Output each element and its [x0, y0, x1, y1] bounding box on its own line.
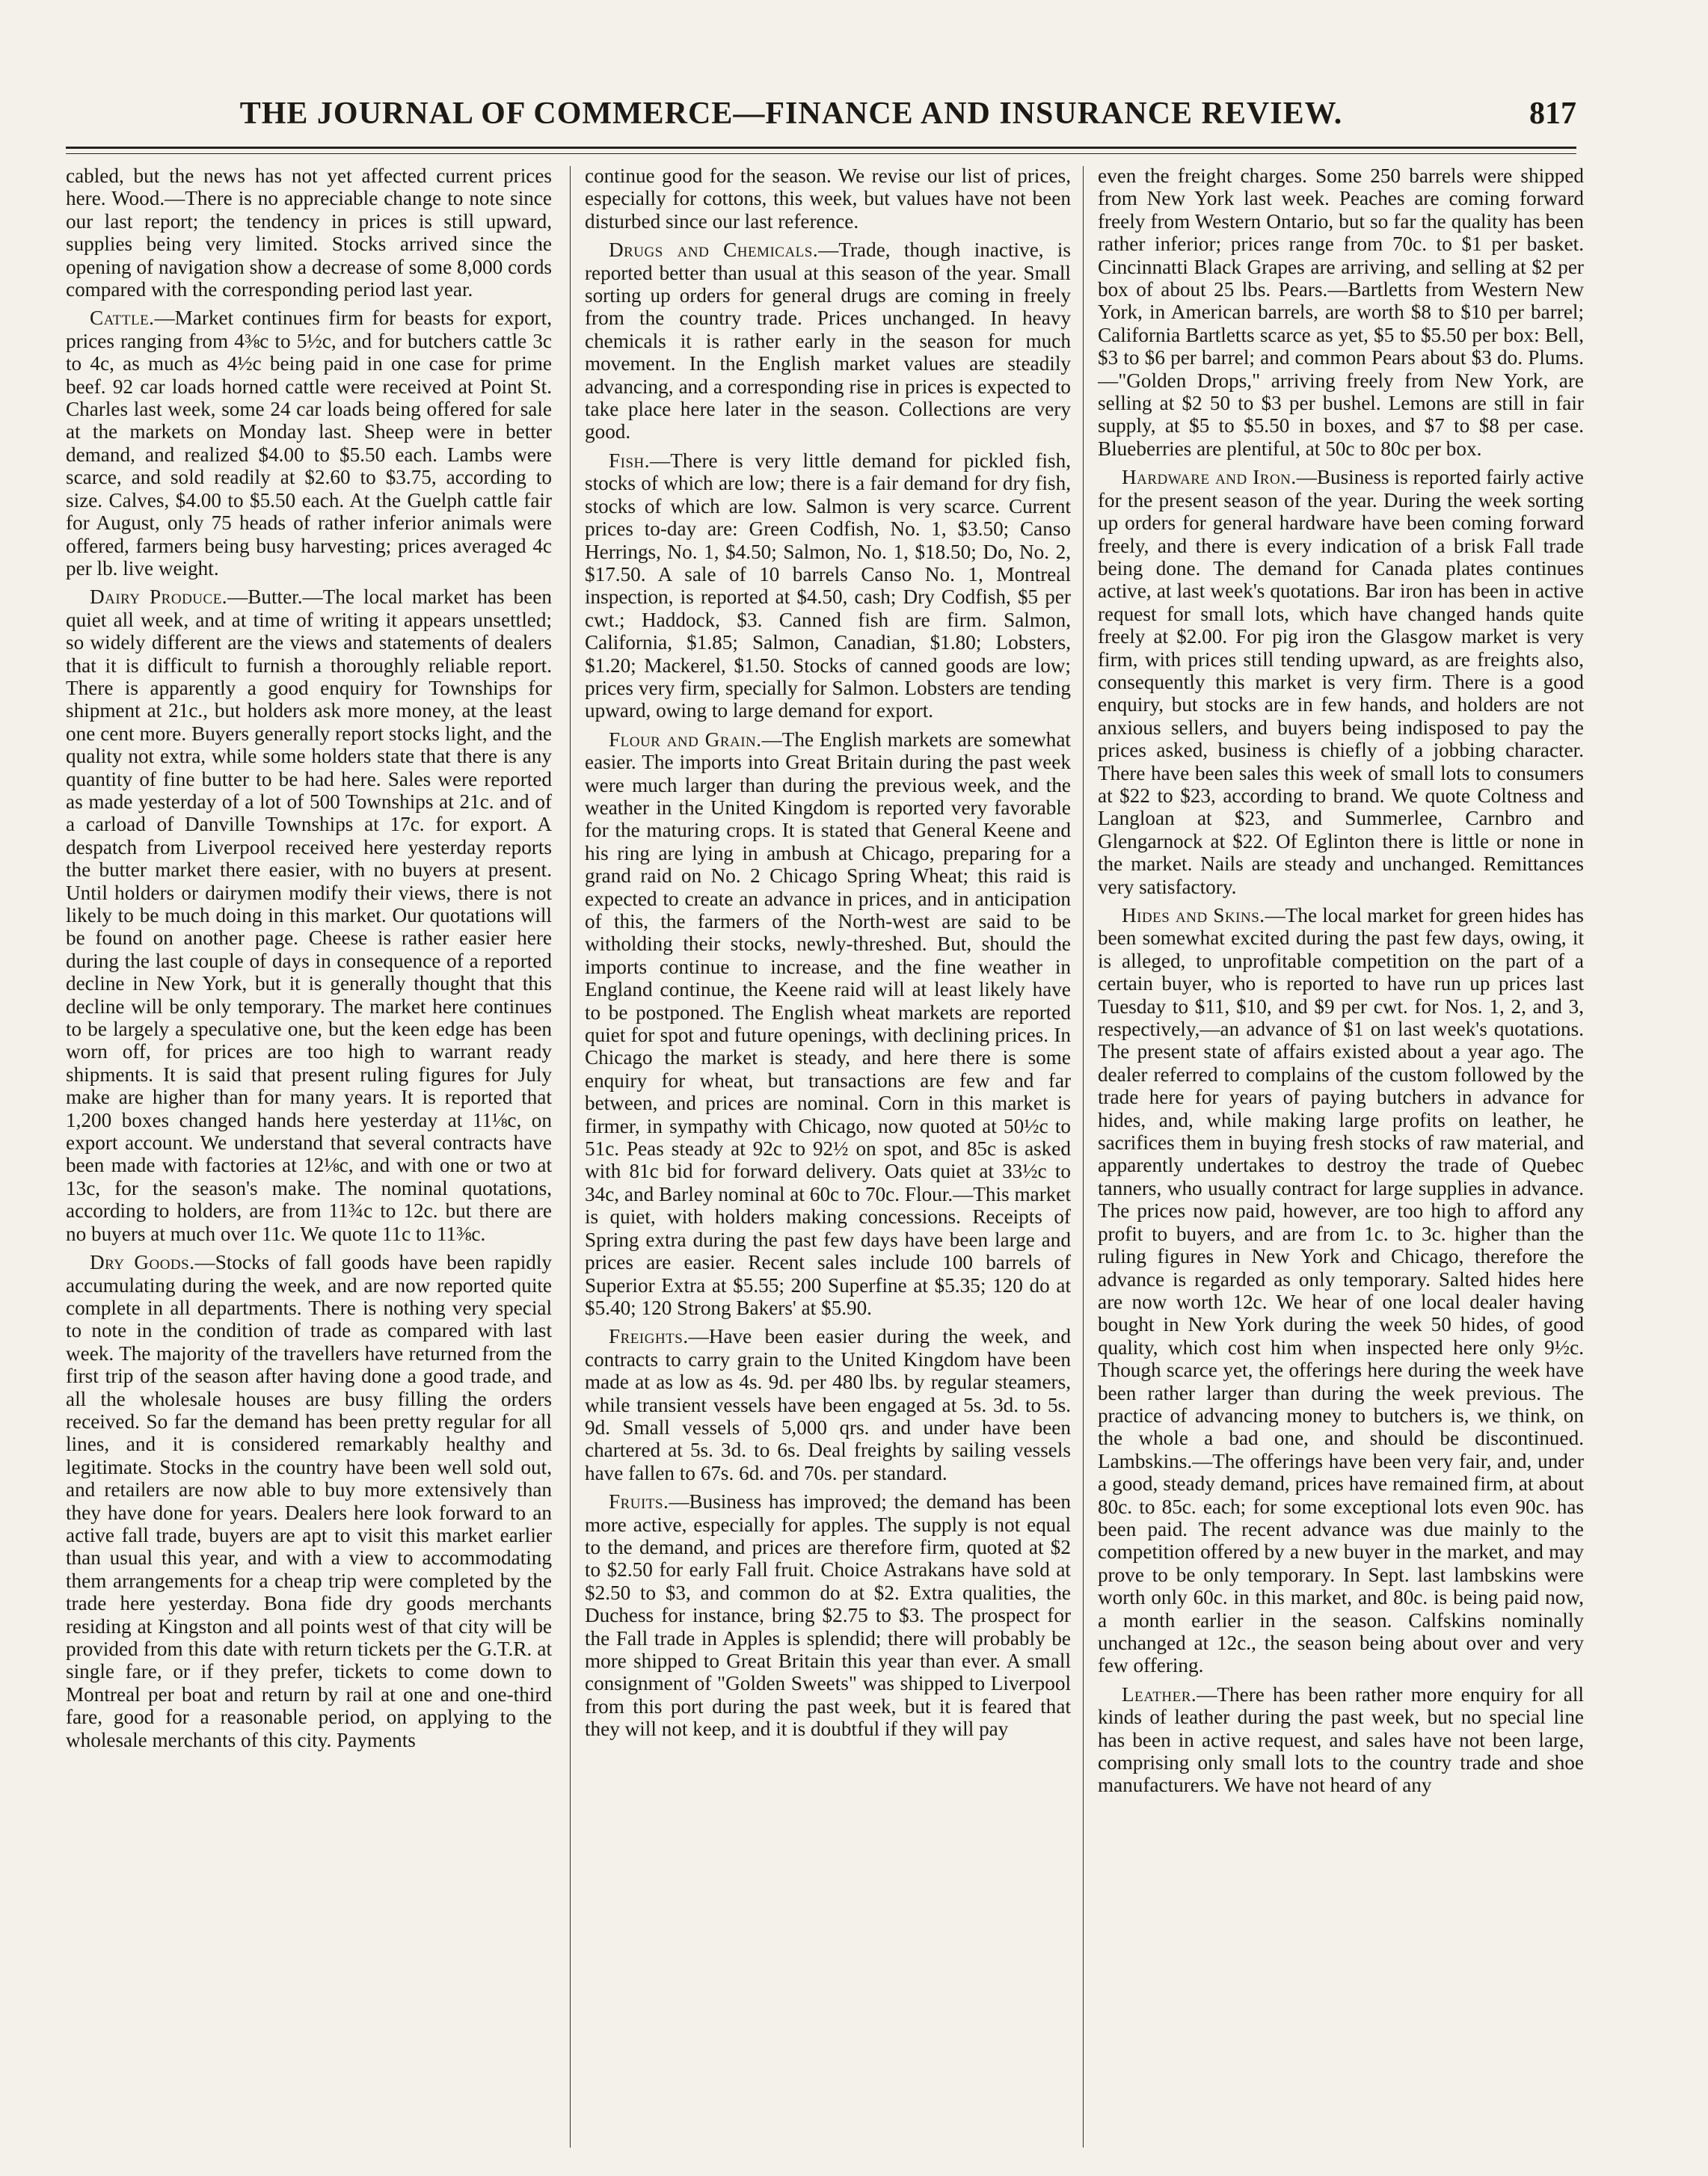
paragraph-text: —The local market for green hides has been somewhat excited during the past few days, owing, it is alleged, to unprofitable competition on the part of a certain buyer, who is reported to have run up prices last Tuesday to $11, $10, and $9 per cwt. for Nos. 1, 2, and 3, respectively,—an advance of $1 on last week's quotations. The present state of affairs existed about a year ago. The dealer referred to complains of the custom followed by the trade here for years of paying butchers in advance for hides, and, while making large profits on leather, he sacrifices them in buying fresh stocks of raw material, and apparently undertakes to destroy the trade of Quebec tanners, who usually contract for large supplies in advance. The prices now paid, however, are too high to afford any profit to buyers, and are from 1c. to 3c. higher than the ruling figures in New York and Chicago, therefore the advance is regarded as only temporary. Salted hides here are now worth 12c. We hear of one local dealer having bought in New York during the week 50 hides, of good quality, which cost him when inspected here only 9½c. Though scarce yet, the offerings here during the week have been rather larger than during the week previous. The practice of advancing money to butchers is, we think, on the whole a bad one, and should be discontinued. Lambskins.—The offerings have been very fair, and, under a good, steady demand, prices have remained firm, at about 80c. to 85c. each; for some exceptional lots even 90c. has been paid. The recent advance was due mainly to the competition offered by a new buyer in the market, and may prove to be only temporary. In Sept. last lambskins were worth only 60c. in this market, and 80c. is being paid now, a month earlier in the season. Calfskins nominally unchanged at 12c., the season being about over and very few offering. — [1098, 904, 1584, 1677]
journal-title: THE JOURNAL OF COMMERCE—FINANCE AND INSURANCE REVIEW. — [239, 96, 1343, 131]
header-rule-thin — [66, 153, 1576, 154]
paragraph-text: —Trade, though inactive, is reported better than usual at this season of the year. Small sorting up orders for general drugs are coming in freely from the country trade. Prices unchanged. In heavy chemicals it is rather early in the season for much movement. In the English market values are steadily advancing, and a corresponding rise in prices is expected to take place here later in the season. Collections are very good. — [585, 239, 1071, 443]
paragraph: continue good for the season. We revise our list of prices, especially for cottons, this week, but values have not been disturbed since our last reference. — [585, 165, 1071, 233]
paragraph: even the freight charges. Some 250 barrels were shipped from New York last week. Peaches are coming forward freely from Western Ontario, but so far the quality has been rather inferior; prices range from 70c. to $1 per basket. Cincinnatti Black Grapes are arriving, and selling at $2 per box of about 25 lbs. Pears.—Bartletts from Western New York, in American barrels, are worth $8 to $10 per barrel; California Bartletts scarce as yet, $5 to $5.50 per box: Bell, $3 to $6 per barrel; and common Pears about $3 do. Plums.—"Golden Drops," arriving freely from New York, are selling at $2 50 to $3 per bushel. Lemons are still in fair supply, at $5 to $5.50 in boxes, and $7 to $8 per case. Blueberries are plentiful, at 50c to 80c per box. — [1098, 165, 1584, 460]
paragraph-text: —Business is reported fairly active for the present season of the year. During the week sorting up orders for general hardware have been coming forward freely, and there is every indication of a brisk Fall trade being done. The demand for Canada plates continues active, at last week's quotations. Bar iron has been in active request for small lots, which have changed hands quite freely at $2.00. For pig iron the Glasgow market is very firm, with prices still tending upward, as are freights also, consequently this market is very firm. There is a good enquiry, but stocks are in few hands, and holders are not anxious sellers, and buyers being indisposed to pay the prices asked, business is chiefly of a jobbing character. There have been sales this week of small lots to consumers at $22 to $23, according to brand. We quote Coltness and Langloan at $23, and Summerlee, Carnbro and Glengarnock at $22. Of Eglinton there is little or none in the market. Nails are steady and unchanged. Remittances very satisfactory. — [1098, 466, 1584, 898]
section-heading: Fruits. — [609, 1490, 669, 1513]
section-heading: Dry Goods. — [90, 1251, 195, 1274]
paragraph-text: —The English markets are somewhat easier. The imports into Great Britain during the past week were much larger than during the previous week, and the weather in the United Kingdom is reported very favorable for the maturing crops. It is stated that General Keene and his ring are lying in ambush at Chicago, preparing for a grand raid on No. 2 Chicago Spring Wheat; this raid is expected to create an advance in prices, and in anticipation of this, the farmers of the North-west are said to be witholding their stocks, newly-threshed. But, should the imports continue to increase, and the fine weather in England continue, the Keene raid will at least likely have to be postponed. The English wheat markets are reported quiet for spot and future openings, with declining prices. In Chicago the market is steady, and here there is some enquiry for wheat, but transactions are few and far between, and prices are nominal. Corn in this market is firmer, in sympathy with Chicago, now quoted at 50½c to 51c. Peas steady at 92c to 92½ on spot, and 85c is asked with 81c bid for forward delivery. Oats quiet at 33½c to 34c, and Barley nominal at 60c to 70c. Flour.—This market is quiet, with holders making concessions. Receipts of Spring extra during the past few days have been large and prices are easier. Recent sales include 100 barrels of Superior Extra at $5.55; 200 Superfine at $5.35; 120 do at $5.40; 120 Strong Bakers' at $5.90. — [585, 728, 1071, 1319]
fish-paragraph — [585, 449, 1071, 722]
paragraph-text: —Market continues firm for beasts for export, prices ranging from 4⅜c to 5½c, and for butchers cattle 3c to 4c, as much as 4½c being paid in one case for prime beef. 92 car loads horned cattle were received at Point St. Charles last week, some 24 car loads being offered for sale at the markets on Monday last. Sheep were in better demand, and realized $4.00 to $5.50 each. Lambs were scarce, and sold readily at $2.60 to $3.75, according to size. Calves, $4.00 to $5.50 each. At the Guelph cattle fair for August, only 75 heads of rather inferior animals were offered, farmers being busy harvesting; prices averaged 4c per lb. live weight. — [66, 307, 552, 580]
dairy-paragraph — [66, 586, 552, 1245]
drugs-paragraph — [585, 239, 1071, 443]
paragraph-text: —There is very little demand for pickled fish, stocks of which are low; there is a fair demand for dry fish, stocks of which are low. Salmon is very scarce. Current prices to-day are: Green Codfish, No. 1, $3.50; Canso Herrings, No. 1, $4.50; Salmon, No. 1, $18.50; Do, No. 2, $17.50. A sale of 10 barrels Canso No. 1, Montreal inspection, is reported at $4.50, cash; Dry Codfish, $5 per cwt.; Haddock, $3. Canned fish are firm. Salmon, California, $1.85; Salmon, Canadian, $1.80; Lobsters, $1.20; Mackerel, $1.50. Stocks of canned goods are low; prices very firm, specially for Salmon. Lobsters are tending upward, owing to large demand for export. — [585, 449, 1071, 722]
page-number: 817 — [1529, 96, 1576, 131]
column-1 — [66, 165, 552, 2154]
paragraph-text: —There has been rather more enquiry for all kinds of leather during the past week, but no special line has been in active request, and sales have not been large, comprising only small lots to the country trade and shoe manufacturers. We have not heard of any — [1098, 1682, 1584, 1797]
freights-paragraph — [585, 1325, 1071, 1484]
section-heading: Flour and Grain. — [609, 728, 762, 751]
paragraph-text: —Butter.—The local market has been quiet all week, and at time of writing it appears unsettled; so widely different are the views and statements of dealers that it is difficult to furnish a thoroughly reliable report. There is apparently a good enquiry for Townships for shipment at 21c., but holders ask more money, at the least one cent more. Buyers generally report stocks light, and the quality not extra, while some holders state that there is any quantity of fine butter to be had here. Sales were reported as made yesterday of a lot of 500 Townships at 21c. and of a carload of Danville Townships at 17c. for export. A despatch from Liverpool received here yesterday reports the butter market there easier, with no buyers at present. Until holders or dairymen modify their views, there is not likely to be much doing in this market. Our quotations will be found on another page. Cheese is rather easier here during the last couple of days in consequence of a reported decline in New York, but it is generally thought that this decline will be only temporary. The market here continues to be largely a speculative one, but the keen edge has been worn off, for prices are too high to warrant ready shipments. It is said that present ruling figures for July make are higher than for many years. It is reported that 1,200 boxes changed hands here yesterday at 11⅛c, on export account. We understand that several contracts have been made with factories at 12⅛c, and with one or two at 13c, for the season's make. The nominal quotations, according to holders, are from 11¾c to 12c. but there are no buyers at much over 11c. We quote 11c to 11⅜c. — [66, 586, 552, 1245]
hardware-paragraph — [1098, 466, 1584, 898]
header-rule-thick — [66, 147, 1576, 149]
leather-paragraph — [1098, 1683, 1584, 1797]
cattle-paragraph — [66, 307, 552, 580]
column-3 — [1098, 165, 1584, 2154]
section-heading: Drugs and Chemicals. — [609, 239, 819, 262]
paragraph-text: —Stocks of fall goods have been rapidly accumulating during the week, and are now reported quite complete in all departments. There is nothing very special to note in the condition of trade as compared with last week. The majority of the travellers have returned from the first trip of the season after having done a good trade, and all the wholesale houses are busy filling the orders received. So far the demand has been pretty regular for all lines, and it is considered remarkably healthy and legitimate. Stocks in the country have been well sold out, and retailers are now able to buy more extensively than they have done for years. Dealers here look forward to an active fall trade, buyers are apt to visit this market earlier than usual this year, and with a view to accommodating them arrangements for a cheap trip were completed by the trade here yesterday. Bona fide dry goods merchants residing at Kingston and all points west of that city will be provided from this date with return tickets per the G.T.R. at single fare, or if they prefer, tickets to come down to Montreal per boat and return by rail at one and one-third fare, good for a reasonable period, on applying to the wholesale merchants of this city. Payments — [66, 1251, 552, 1751]
section-heading: Hardware and Iron. — [1122, 466, 1297, 489]
section-heading: Freights. — [609, 1325, 689, 1348]
fruits-paragraph — [585, 1490, 1071, 1740]
column-2 — [585, 165, 1071, 2154]
paragraph: cabled, but the news has not yet affected current prices here. Wood.—There is no appreciable change to note since our last report; the tendency in prices is still upward, supplies being very limited. Stocks arrived since the opening of navigation show a decrease of some 8,000 cords compared with the corresponding period last year. — [66, 165, 552, 301]
section-heading: Leather. — [1122, 1682, 1197, 1706]
section-heading: Dairy Produce. — [90, 586, 228, 609]
section-heading: Fish. — [609, 449, 651, 472]
section-heading: Hides and Skins. — [1122, 904, 1265, 926]
section-heading: Cattle. — [90, 307, 155, 330]
hides-paragraph — [1098, 904, 1584, 1677]
paragraph-text: —Business has improved; the demand has been more active, especially for apples. The supply is not equal to the demand, and prices are therefore firm, quoted at $2 to $2.50 for early Fall fruit. Choice Astrakans have sold at $2.50 to $3, and common do at $2. Extra qualities, the Duchess for instance, bring $2.75 to $3. The prospect for the Fall trade in Apples is splendid; there will probably be more shipped to Great Britain this year than ever. A small consignment of "Golden Sweets" was shipped to Liverpool from this port during the past week, but it is feared that they will not keep, and it is doubtful if they will pay — [585, 1490, 1071, 1741]
masthead — [66, 96, 1576, 141]
paragraph-text: —Have been easier during the week, and contracts to carry grain to the United Kingdom have been made at as low as 4s. 9d. per 480 lbs. by regular steamers, while transient vessels have been engaged at 5s. 3d. to 5s. 9d. Small vessels of 5,000 qrs. and under have been chartered at 5s. 3d. to 6s. Deal freights by sailing vessels have fallen to 67s. 6d. and 70s. per standard. — [585, 1325, 1071, 1484]
flour-paragraph — [585, 728, 1071, 1320]
column-divider — [1083, 166, 1084, 2148]
column-divider — [570, 166, 571, 2148]
drygoods-paragraph — [66, 1251, 552, 1751]
